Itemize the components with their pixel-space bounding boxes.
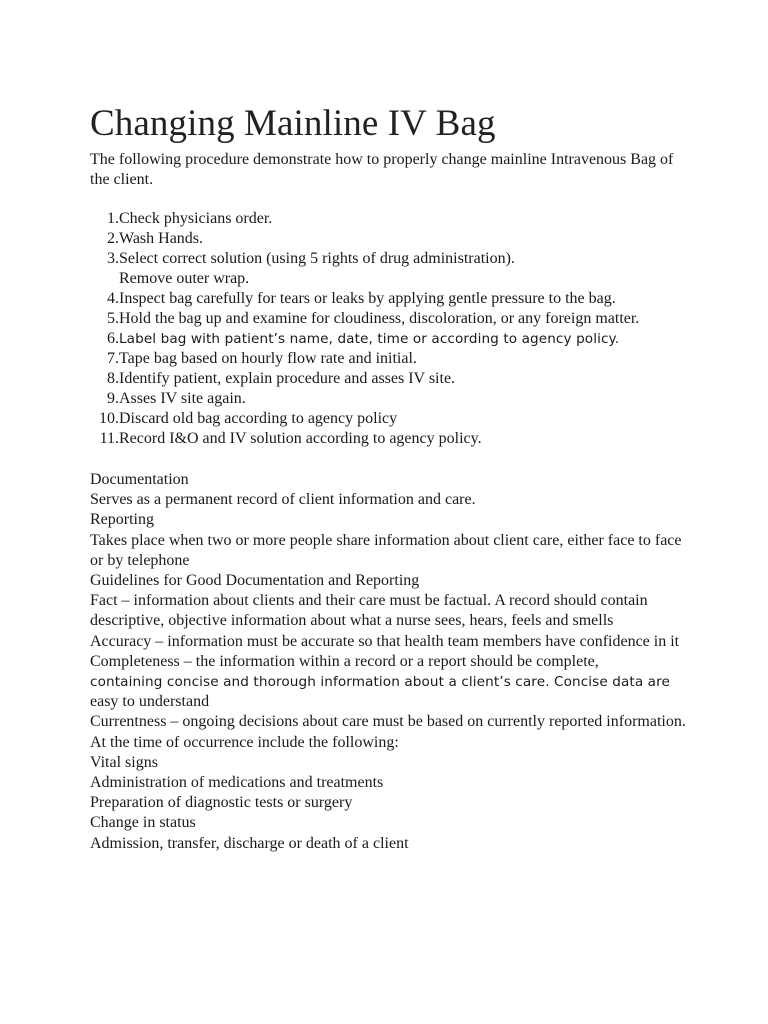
list-item: [90, 309, 710, 329]
step-number: 11.: [99, 430, 119, 447]
step-text: Hold the bag up and examine for cloudiness, discoloration, or any foreign matter.: [119, 310, 640, 327]
step-text: Discard old bag according to agency policy: [119, 410, 398, 427]
step-continuation: Remove outer wrap.: [119, 270, 250, 287]
section-heading-documentation: Documentation: [90, 471, 189, 488]
step-text: Inspect bag carefully for tears or leaks by applying gentle pressure to the bag.: [119, 290, 616, 307]
step-text: Check physicians order.: [119, 210, 273, 227]
body-line: Completeness – the information within a record or a report should be complete,: [90, 652, 599, 670]
body-line: At the time of occurrence include the following:: [90, 733, 399, 751]
step-text: Record I&O and IV solution according to agency policy.: [119, 430, 482, 447]
step-number: 4.: [107, 290, 119, 307]
list-item: [90, 369, 710, 389]
body-line: containing concise and thorough information about a client’s care. Concise data are: [90, 674, 670, 691]
step-number: 8.: [107, 370, 119, 387]
body-line: Admission, transfer, discharge or death of a client: [90, 834, 409, 852]
step-number: 5.: [107, 310, 119, 327]
body-line: Fact – information about clients and their care must be factual. A record should contain descriptive, objective information about what a nurse sees, hears, feels and smells: [90, 592, 648, 630]
step-text: Label bag with patient’s name, date, time or according to agency policy.: [119, 331, 620, 347]
list-item: [90, 329, 710, 349]
step-number: 6.: [107, 330, 119, 347]
body-line: Takes place when two or more people share information about client care, either face to face or by telephone: [90, 531, 682, 569]
documentation-section: [90, 470, 690, 854]
list-item: [90, 349, 710, 369]
body-line: Administration of medications and treatments: [90, 774, 384, 792]
list-item: [90, 209, 710, 229]
step-number: 1.: [107, 210, 119, 227]
list-item: [90, 389, 710, 409]
list-item: [90, 229, 710, 249]
list-item: [90, 409, 710, 429]
step-number: 3.: [107, 250, 119, 267]
list-item: [90, 429, 710, 449]
intro-paragraph: The following procedure demonstrate how to properly change mainline Intravenous Bag of the client.: [90, 151, 674, 188]
body-line: easy to understand: [90, 693, 210, 711]
page-title: Changing Mainline IV Bag: [90, 103, 496, 144]
step-text: Wash Hands.: [119, 230, 204, 247]
body-line: Serves as a permanent record of client information and care.: [90, 491, 476, 509]
step-text: Tape bag based on hourly flow rate and initial.: [119, 350, 417, 367]
body-line: Preparation of diagnostic tests or surgery: [90, 794, 353, 812]
body-line: Currentness – ongoing decisions about care must be based on currently reported information.: [90, 713, 686, 731]
list-item: [90, 289, 710, 309]
step-number: 7.: [107, 350, 119, 367]
body-line: Change in status: [90, 814, 196, 832]
step-text: Identify patient, explain procedure and asses IV site.: [119, 370, 456, 387]
body-line: Vital signs: [90, 753, 158, 771]
step-number: 10.: [99, 410, 119, 427]
step-number: 9.: [107, 390, 119, 407]
step-number: 2.: [107, 230, 119, 247]
step-text: Select correct solution (using 5 rights of drug administration).: [119, 250, 515, 267]
section-heading-guidelines: Guidelines for Good Documentation and Reporting: [90, 572, 420, 590]
step-text: Asses IV site again.: [119, 390, 246, 407]
list-item: [90, 249, 710, 269]
procedure-steps-list: [90, 209, 710, 449]
section-heading-reporting: Reporting: [90, 511, 154, 529]
body-line: Accuracy – information must be accurate so that health team members have confidence in it: [90, 632, 680, 650]
